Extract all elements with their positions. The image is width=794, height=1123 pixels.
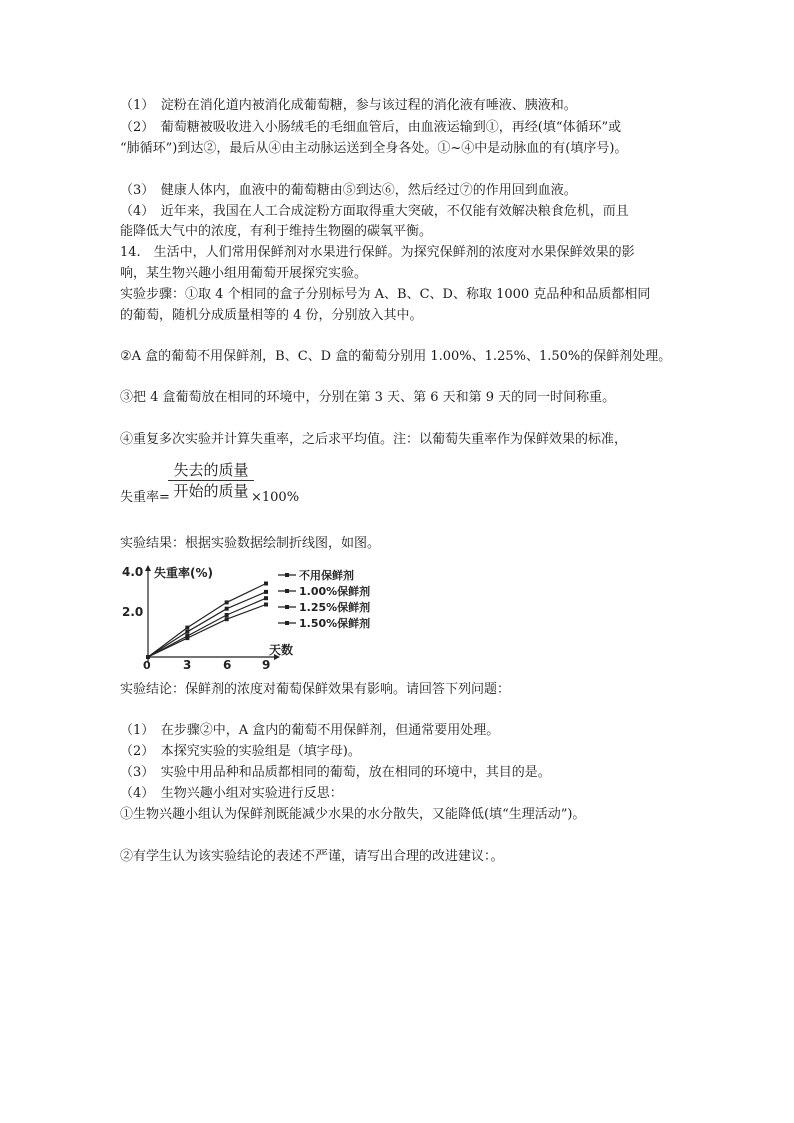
- series-2-point-3: [264, 590, 268, 594]
- answer-1: （1） 在步骤②中，A 盒内的葡萄不用保鲜剂，但通常要用处理。: [120, 723, 500, 738]
- legend-marker-2: [285, 589, 289, 593]
- answer-4-1: ①生物兴趣小组认为保鲜剂既能减少水果的水分散失，又能降低(填“生理活动”)。: [120, 807, 586, 822]
- formula-denominator: 开始的质量: [173, 482, 249, 500]
- x-tick-9: 9: [262, 658, 271, 672]
- formula-numerator: 失去的质量: [173, 461, 249, 479]
- q14-line-1: 14. 生活中，人们常用保鲜剂对水果进行保鲜。为探究保鲜剂的浓度对水果保鲜效果的影: [120, 245, 635, 260]
- formula-fraction: [168, 460, 254, 501]
- legend-label-3: 1.25%保鲜剂: [299, 601, 371, 614]
- q13-line-3: “肺循环”)到达②，最后从④由主动脉运送到全身各处。①~④中是动脉血的有(填序号)。: [120, 141, 628, 156]
- series-1-point-1: [185, 626, 189, 630]
- y-axis-label: 失重率(%): [154, 566, 213, 580]
- legend-marker-4: [285, 621, 289, 625]
- step-2: ②A 盒的葡萄不用保鲜剂，B、C、D 盒的葡萄分别用 1.00%、1.25%、1.50%的保鲜剂处理。: [120, 349, 672, 364]
- legend: [278, 568, 370, 630]
- conclusion-text: 实验结论：保鲜剂的浓度对葡萄保鲜效果有影响。请回答下列问题：: [120, 682, 511, 697]
- answer-4: （4） 生物兴趣小组对实验进行反思：: [120, 786, 343, 801]
- origin-point: [146, 655, 150, 659]
- y-tick-2: 2.0: [122, 605, 144, 619]
- series-line-4: [148, 605, 266, 658]
- step-1a: 实验步骤：①取 4 个相同的盒子分别标号为 A、B、C、D、称取 1000 克品种和品质都相同: [120, 287, 651, 302]
- q13-line-1: （1） 淀粉在消化道内被消化成葡萄糖，参与该过程的消化液有唾液、胰液和。: [120, 98, 577, 113]
- q13-line-4: （3） 健康人体内，血液中的葡萄糖由⑤到达⑥，然后经过⑦的作用回到血液。: [120, 183, 577, 198]
- q13-line-2: （2） 葡萄糖被吸收进入小肠绒毛的毛细血管后，由血液运输到①，再经(填“体循环”或: [120, 120, 622, 135]
- step-3: ③把 4 盒葡萄放在相同的环境中，分别在第 3 天、第 6 天和第 9 天的同一时间称重。: [120, 390, 616, 405]
- legend-label-1: 不用保鲜剂: [299, 569, 354, 582]
- x-axis-label: 天数: [269, 643, 294, 657]
- answer-4-2: ②有学生认为该实验结论的表述不严谨，请写出合理的改进建议：。: [120, 849, 504, 864]
- legend-label-4: 1.50%保鲜剂: [299, 617, 371, 630]
- q14-line-2: 响，某生物兴趣小组用葡萄开展探究实验。: [120, 266, 368, 281]
- step-4: ④重复多次实验并计算失重率，之后求平均值。注：以葡萄失重率作为保鲜效果的标准，: [120, 432, 628, 447]
- series-layer: [146, 582, 268, 660]
- x-tick-3: 3: [183, 658, 192, 672]
- legend-marker-1: [285, 573, 289, 577]
- answer-2: （2） 本探究实验的实验组是（填字母)。: [120, 744, 361, 759]
- series-1-point-2: [225, 600, 229, 604]
- series-4-point-2: [225, 617, 229, 621]
- y-tick-0: 0: [143, 659, 151, 672]
- formula-tail: ×100%: [251, 490, 300, 505]
- series-4-point-1: [185, 636, 189, 640]
- x-tick-6: 6: [223, 658, 232, 672]
- step-1b: 的葡萄，随机分成质量相等的 4 份，分别放入其中。: [120, 308, 423, 323]
- formula-lhs: 失重率=: [120, 490, 170, 505]
- series-3-point-3: [264, 596, 268, 600]
- legend-marker-3: [285, 605, 289, 609]
- series-1-point-3: [264, 582, 268, 586]
- y-axis-arrow: [145, 565, 151, 571]
- result-text: 实验结果：根据实验数据绘制折线图，如图。: [120, 536, 381, 551]
- q13-line-6: 能降低大气中的浓度，有利于维持生物圈的碳氧平衡。: [120, 224, 433, 239]
- q13-line-5: （4） 近年来，我国在人工合成淀粉方面取得重大突破，不仅能有效解决粮食危机，而且: [120, 204, 629, 219]
- answer-3: （3） 实验中用品种和品质都相同的葡萄，放在相同的环境中，其目的是。: [120, 765, 551, 780]
- weight-loss-chart: [118, 563, 390, 673]
- series-3-point-2: [225, 613, 229, 617]
- series-2-point-1: [185, 630, 189, 634]
- y-tick-4: 4.0: [122, 565, 144, 579]
- legend-label-2: 1.00%保鲜剂: [299, 585, 371, 598]
- series-4-point-3: [264, 603, 268, 607]
- series-2-point-2: [225, 607, 229, 611]
